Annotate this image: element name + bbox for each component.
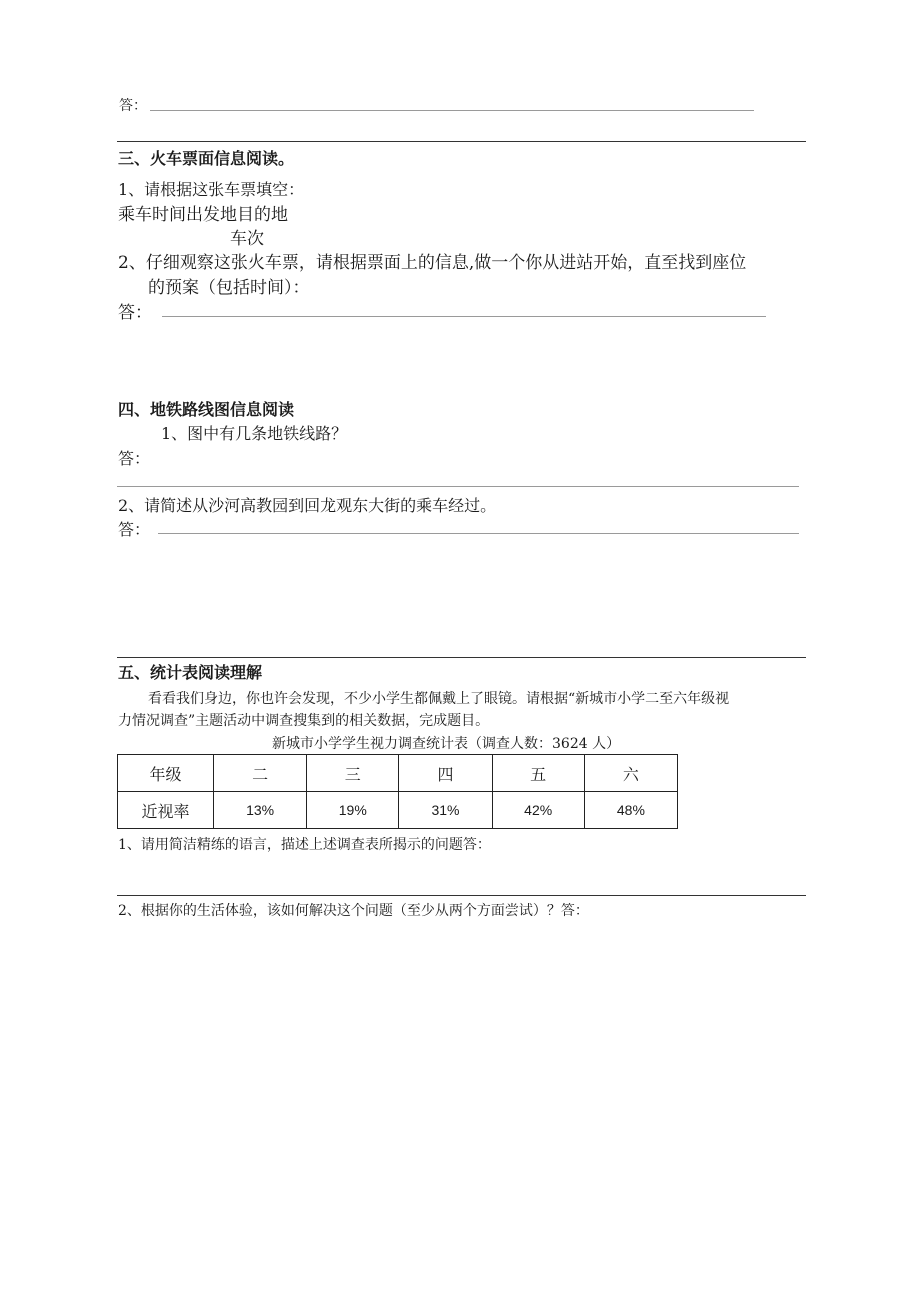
section5-divider: [117, 657, 806, 658]
section3-fill-line1: 乘车时间出发地目的地: [118, 205, 288, 225]
section5-q2: 2、根据你的生活体验，该如何解决这个问题（至少从两个方面尝试）？答：: [118, 903, 589, 919]
section3-title: 三、火车票面信息阅读。: [118, 149, 295, 168]
section5-title: 五、统计表阅读理解: [118, 663, 263, 682]
section3-q1: 1、请根据这张车票填空：: [118, 180, 305, 199]
table-data-row: [118, 792, 678, 829]
table-header-label: 年级: [118, 755, 214, 792]
section3-divider: [117, 141, 806, 142]
section4-q1-answer-line[interactable]: [117, 486, 799, 487]
section4-q1-answer-label: 答：: [118, 449, 151, 468]
section3-answer-line[interactable]: [162, 316, 766, 317]
section5-q1: 1、请用简洁精练的语言，描述上述调查表所揭示的问题答：: [118, 837, 491, 853]
section3-q2-line2: 的预案（包括时间）：: [148, 278, 310, 298]
section5-intro-line1: 看看我们身边，你也许会发现，不少小学生都佩戴上了眼镜。请根据“新城市小学二至六年级视: [148, 691, 730, 707]
section4-q2-answer-line[interactable]: [158, 533, 799, 534]
section3-fill-line2: 车次: [230, 229, 264, 249]
rate-cell: 13%: [214, 792, 307, 829]
section5-intro-line2: 力情况调查”主题活动中调查搜集到的相关数据，完成题目。: [118, 713, 490, 729]
grade-cell: 二: [214, 755, 307, 792]
top-answer-line[interactable]: [150, 110, 754, 111]
table-header-row: [118, 755, 678, 792]
rate-cell: 42%: [492, 792, 584, 829]
rate-cell: 19%: [307, 792, 399, 829]
table-row-label: 近视率: [118, 792, 214, 829]
section4-q2-answer-label: 答：: [118, 520, 151, 539]
section3-q2-line1: 2、仔细观察这张火车票，请根据票面上的信息,做一个你从进站开始，直至找到座位: [118, 253, 747, 273]
grade-cell: 五: [492, 755, 584, 792]
section3-answer-label: 答：: [118, 303, 152, 323]
top-answer-label: 答：: [119, 98, 147, 114]
grade-cell: 四: [399, 755, 492, 792]
vision-table: [117, 754, 678, 829]
grade-cell: 六: [584, 755, 677, 792]
rate-cell: 48%: [584, 792, 677, 829]
section4-q1: 1、图中有几条地铁线路？: [161, 424, 348, 443]
section5-q1-answer-line[interactable]: [117, 895, 806, 896]
grade-cell: 三: [307, 755, 399, 792]
section4-q2: 2、请简述从沙河高教园到回龙观东大街的乘车经过。: [118, 496, 497, 515]
table-caption: 新城市小学学生视力调查统计表（调查人数：3624 人）: [272, 736, 621, 752]
section4-title: 四、地铁路线图信息阅读: [118, 400, 295, 419]
rate-cell: 31%: [399, 792, 492, 829]
